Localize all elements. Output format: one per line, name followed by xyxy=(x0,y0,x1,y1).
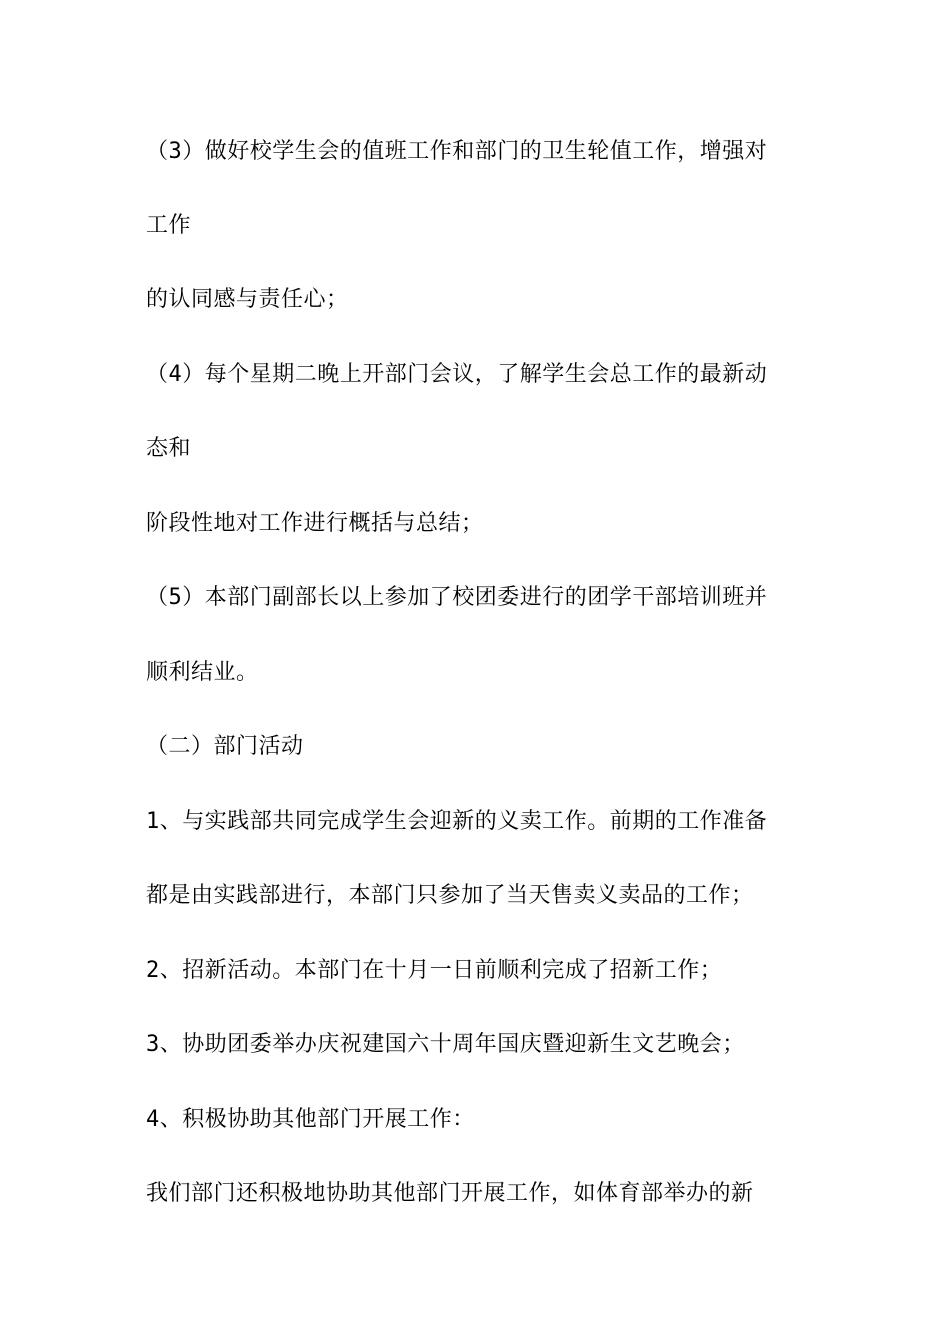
paragraph-line: 4、积极协助其他部门开展工作： xyxy=(146,1107,475,1132)
paragraph-line: （5）本部门副部长以上参加了校团委进行的团学干部培训班并 xyxy=(146,585,768,610)
paragraph-line: 1、与实践部共同完成学生会迎新的义卖工作。前期的工作准备 xyxy=(146,809,768,834)
paragraph-line: 2、招新活动。本部门在十月一日前顺利完成了招新工作； xyxy=(146,958,723,983)
paragraph-line: 的认同感与责任心； xyxy=(146,287,349,312)
paragraph-line: 都是由实践部进行，本部门只参加了当天售卖义卖品的工作； xyxy=(146,883,754,908)
paragraph-line: 阶段性地对工作进行概括与总结； xyxy=(146,511,484,536)
paragraph-line: （3）做好校学生会的值班工作和部门的卫生轮值工作，增强对 xyxy=(146,139,768,164)
paragraph-line: 顺利结业。 xyxy=(146,660,259,685)
paragraph-line: 3、协助团委举办庆祝建国六十周年国庆暨迎新生文艺晚会； xyxy=(146,1032,745,1057)
paragraph-line: 工作 xyxy=(146,213,192,238)
paragraph-line: 态和 xyxy=(146,436,192,461)
paragraph-line: （4）每个星期二晚上开部门会议，了解学生会总工作的最新动 xyxy=(146,362,768,387)
paragraph-line: 我们部门还积极地协助其他部门开展工作，如体育部举办的新 xyxy=(146,1181,754,1206)
section-heading: （二）部门活动 xyxy=(146,734,304,759)
